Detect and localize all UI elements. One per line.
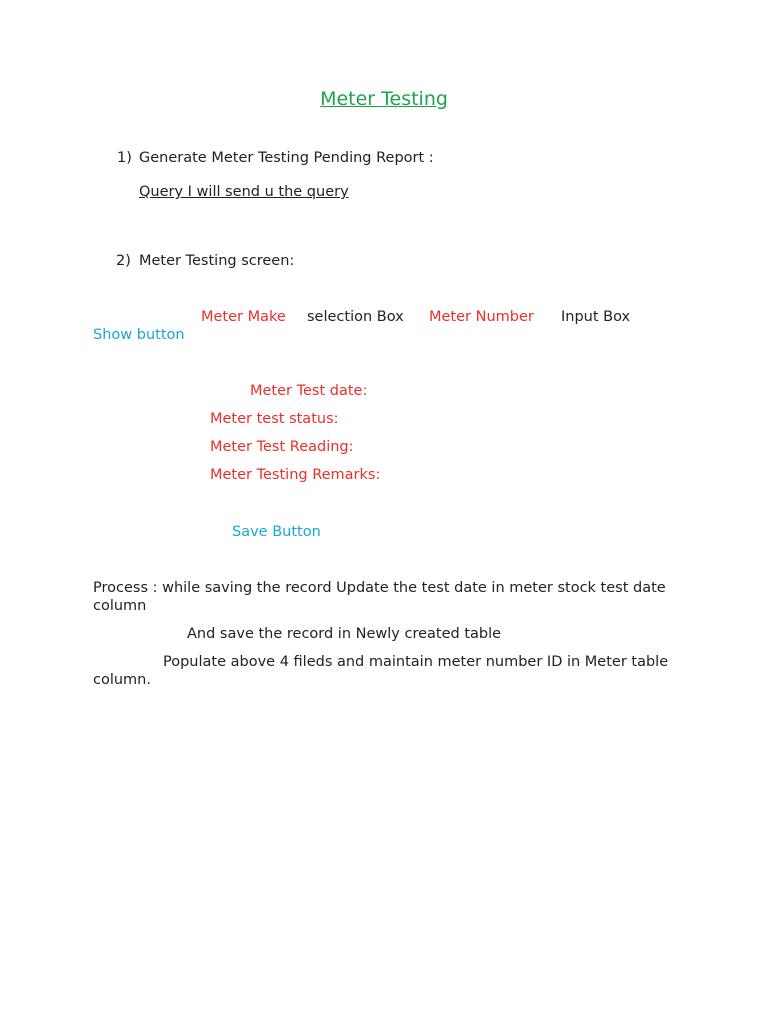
input-box-label: Input Box	[561, 309, 631, 325]
meter-number-label: Meter Number	[429, 309, 534, 325]
item-2-number: 2)	[116, 253, 131, 269]
show-button-label: Show button	[93, 327, 185, 343]
item-1-number: 1)	[117, 150, 132, 166]
save-button-label: Save Button	[232, 524, 321, 540]
test-status-field: Meter test status:	[210, 411, 339, 427]
item-2-text: Meter Testing screen:	[139, 253, 295, 269]
page-title: Meter Testing	[320, 88, 448, 110]
test-reading-field: Meter Test Reading:	[210, 439, 354, 455]
query-note: Query I will send u the query	[139, 184, 349, 200]
process-line-1: Process : while saving the record Update the test date in meter stock test date column	[93, 580, 666, 614]
process-line-2: And save the record in Newly created table	[187, 626, 502, 642]
test-date-field: Meter Test date:	[250, 383, 368, 399]
meter-make-label: Meter Make	[201, 309, 286, 325]
testing-remarks-field: Meter Testing Remarks:	[210, 467, 381, 483]
item-1-text: Generate Meter Testing Pending Report :	[139, 150, 434, 166]
selection-box-label: selection Box	[307, 309, 404, 325]
process-line-3: Populate above 4 fileds and maintain meter number ID in Meter table column.	[93, 654, 669, 688]
